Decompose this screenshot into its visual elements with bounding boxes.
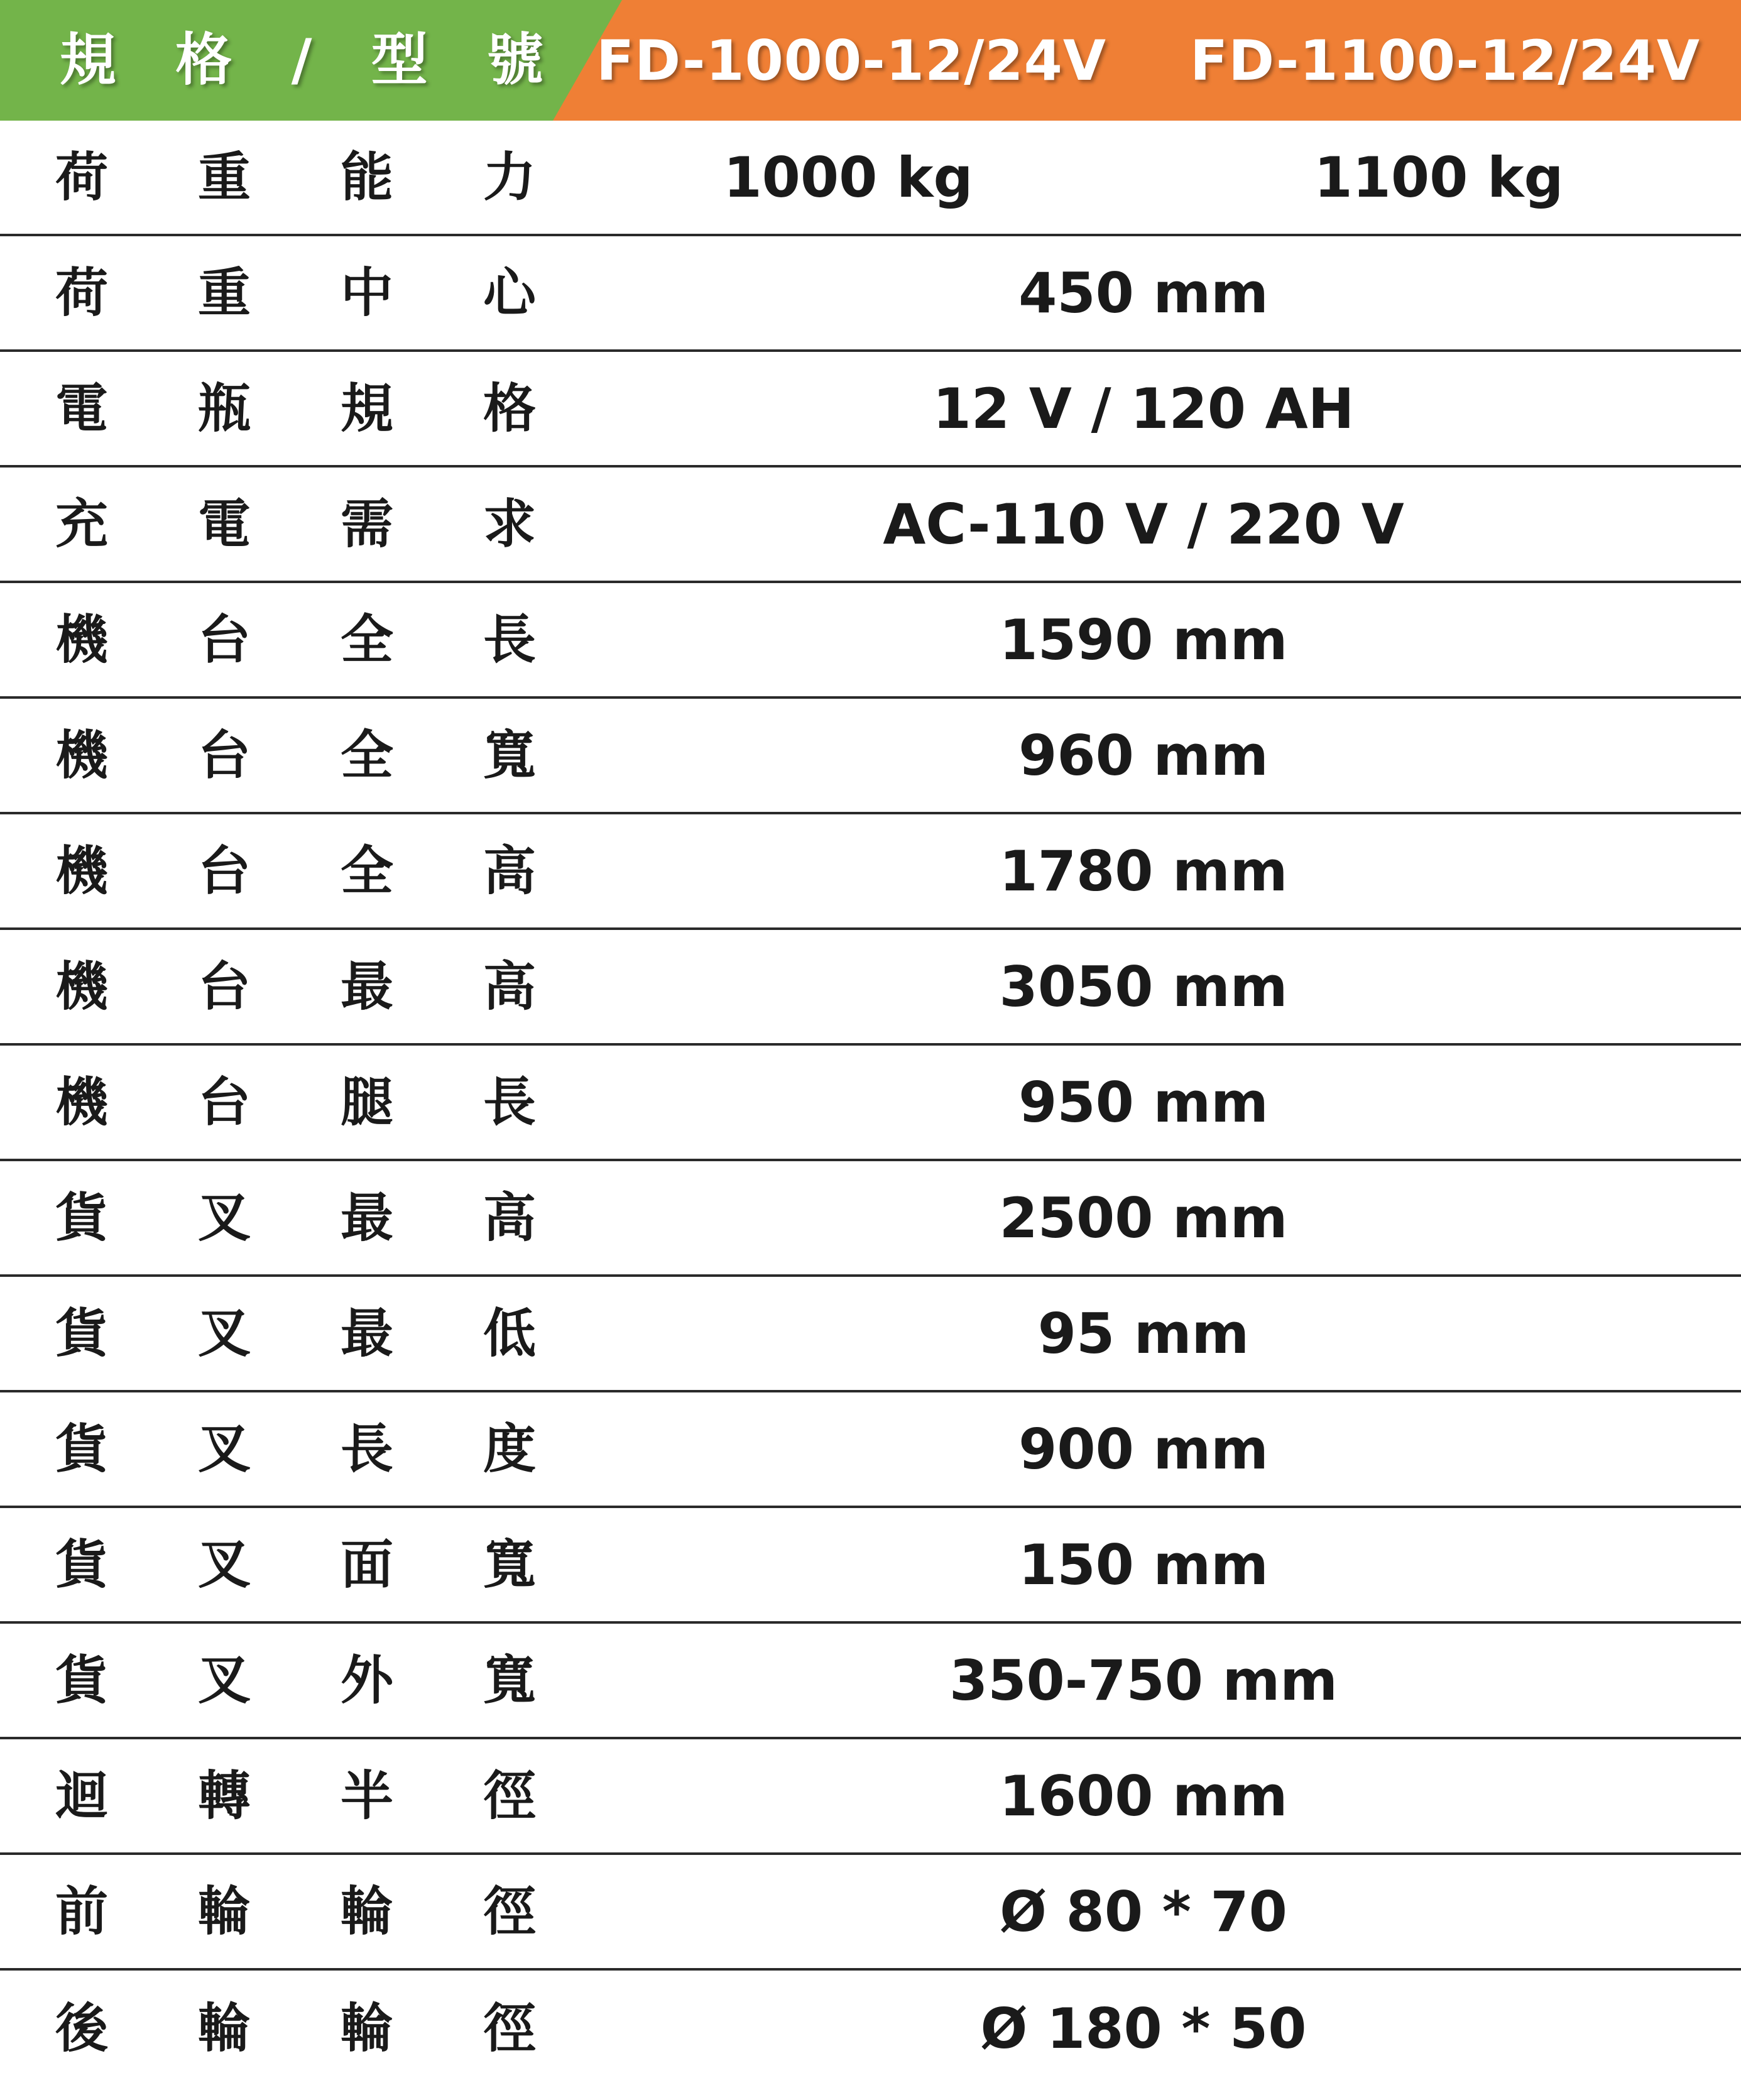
row-label [55,121,536,234]
spec-row-overall-width [0,699,1741,814]
row-label-char: 輪 [340,1881,393,1942]
row-label-char: 電 [55,378,109,439]
row-value: 1590 mm [999,607,1288,672]
header-label-char: / [291,27,312,93]
row-label-char: 機 [55,609,109,670]
row-label-char: 輪 [340,1998,393,2059]
row-value: 350-750 mm [949,1648,1338,1713]
row-label-char: 叉 [197,1303,251,1364]
header-label-char: 號 [487,27,543,93]
header-label [60,0,543,121]
row-label-char: 低 [483,1303,536,1364]
row-label-char: 力 [483,146,536,208]
row-label-char: 叉 [197,1534,251,1595]
row-label-char: 荷 [55,146,109,208]
row-label-char: 規 [340,378,393,439]
model-name-fd-1000: FD-1000-12/24V [596,28,1106,93]
row-label-char: 能 [340,146,393,208]
row-label-char: 台 [197,1071,251,1133]
row-label-char: 迴 [55,1765,109,1827]
row-label-char: 面 [340,1534,393,1595]
row-value: 950 mm [1018,1069,1269,1135]
row-label-char: 高 [483,840,536,902]
row-label [55,1161,536,1274]
row-label-char: 心 [483,262,536,324]
row-value: 95 mm [1037,1301,1250,1366]
row-label-char: 長 [483,1071,536,1133]
row-value: 960 mm [1018,723,1269,788]
row-label-char: 貨 [55,1418,109,1480]
row-label-char: 最 [340,956,393,1017]
spec-row-leg-length [0,1046,1741,1161]
row-label-char: 台 [197,956,251,1017]
spec-row-fork-length [0,1392,1741,1508]
row-value: 900 mm [1018,1416,1269,1482]
header-label-char: 規 [60,27,116,93]
row-label [55,1392,536,1506]
row-value: 3050 mm [999,954,1288,1019]
row-label [55,1046,536,1159]
row-label-char: 度 [483,1418,536,1480]
spec-row-max-height [0,930,1741,1046]
row-label-char: 高 [483,956,536,1017]
row-label-char: 重 [197,262,251,324]
row-value: 2500 mm [999,1185,1288,1250]
row-label [55,583,536,696]
spec-row-battery [0,352,1741,468]
row-label-char: 最 [340,1303,393,1364]
row-label-char: 荷 [55,262,109,324]
row-label-char: 貨 [55,1303,109,1364]
row-label-char: 轉 [197,1765,251,1827]
row-label [55,1971,536,2086]
row-label-char: 寬 [483,1534,536,1595]
row-label-char: 需 [340,493,393,555]
row-label-char: 電 [197,493,251,555]
row-label [55,1277,536,1390]
spec-row-fork-min [0,1277,1741,1392]
row-label-char: 全 [340,840,393,902]
spec-row-fork-outer-width [0,1624,1741,1739]
row-label-char: 叉 [197,1187,251,1249]
row-value: 450 mm [1018,260,1269,325]
spec-row-overall-height [0,814,1741,930]
row-label-char: 高 [483,1187,536,1249]
row-label-char: 貨 [55,1187,109,1249]
row-value: 12 V / 120 AH [932,376,1355,441]
spec-row-load-capacity [0,121,1741,236]
spec-row-load-center [0,236,1741,352]
row-label-char: 徑 [483,1765,536,1827]
header-label-char: 型 [371,27,428,93]
row-label-char: 機 [55,840,109,902]
row-label-char: 後 [55,1998,109,2059]
spec-row-turning-radius [0,1739,1741,1855]
row-label-char: 半 [340,1765,393,1827]
row-label-char: 台 [197,840,251,902]
row-label [55,1855,536,1968]
row-label-char: 台 [197,609,251,670]
row-label-char: 中 [340,262,393,324]
row-label-char: 輪 [197,1881,251,1942]
row-label-char: 瓶 [197,378,251,439]
spec-row-overall-length [0,583,1741,699]
row-label [55,236,536,349]
row-label-char: 機 [55,1071,109,1133]
row-label [55,1624,536,1737]
row-label [55,814,536,927]
row-label-char: 腿 [340,1071,393,1133]
row-label-char: 叉 [197,1418,251,1480]
row-label-char: 徑 [483,1998,536,2059]
header-row [0,0,1741,121]
row-value: Ø 180 * 50 [980,1996,1307,2061]
row-label [55,1739,536,1852]
row-label [55,352,536,465]
spec-row-charging [0,468,1741,583]
row-label-char: 寬 [483,1649,536,1711]
row-label-char: 貨 [55,1649,109,1711]
spec-row-fork-max [0,1161,1741,1277]
spec-row-fork-face-width [0,1508,1741,1624]
row-label-char: 充 [55,493,109,555]
row-label-char: 寬 [483,725,536,786]
row-label [55,930,536,1043]
row-value-fd-1100: 1100 kg [1314,145,1564,210]
row-value: 150 mm [1018,1532,1269,1597]
row-label-char: 最 [340,1187,393,1249]
row-label-char: 求 [483,493,536,555]
row-label-char: 長 [483,609,536,670]
row-label-char: 外 [340,1649,393,1711]
row-label-char: 機 [55,956,109,1017]
row-label-char: 格 [483,378,536,439]
model-name-fd-1100: FD-1100-12/24V [1190,28,1700,93]
row-label [55,468,536,581]
row-label-char: 前 [55,1881,109,1942]
row-value: 1600 mm [999,1763,1288,1829]
row-label-char: 全 [340,725,393,786]
row-value: Ø 80 * 70 [1000,1879,1287,1944]
row-label-char: 重 [197,146,251,208]
row-label-char: 徑 [483,1881,536,1942]
row-label-char: 叉 [197,1649,251,1711]
row-label-char: 長 [340,1418,393,1480]
header-label-char: 格 [175,27,232,93]
row-value-fd-1000: 1000 kg [723,145,973,210]
spec-row-front-wheel [0,1855,1741,1971]
row-value: AC-110 V / 220 V [883,491,1404,557]
row-label-char: 輪 [197,1998,251,2059]
row-label [55,699,536,812]
row-label-char: 全 [340,609,393,670]
row-label-char: 機 [55,725,109,786]
row-label-char: 台 [197,725,251,786]
row-value: 1780 mm [999,838,1288,904]
spec-row-rear-wheel [0,1971,1741,2086]
row-label-char: 貨 [55,1534,109,1595]
row-label [55,1508,536,1621]
